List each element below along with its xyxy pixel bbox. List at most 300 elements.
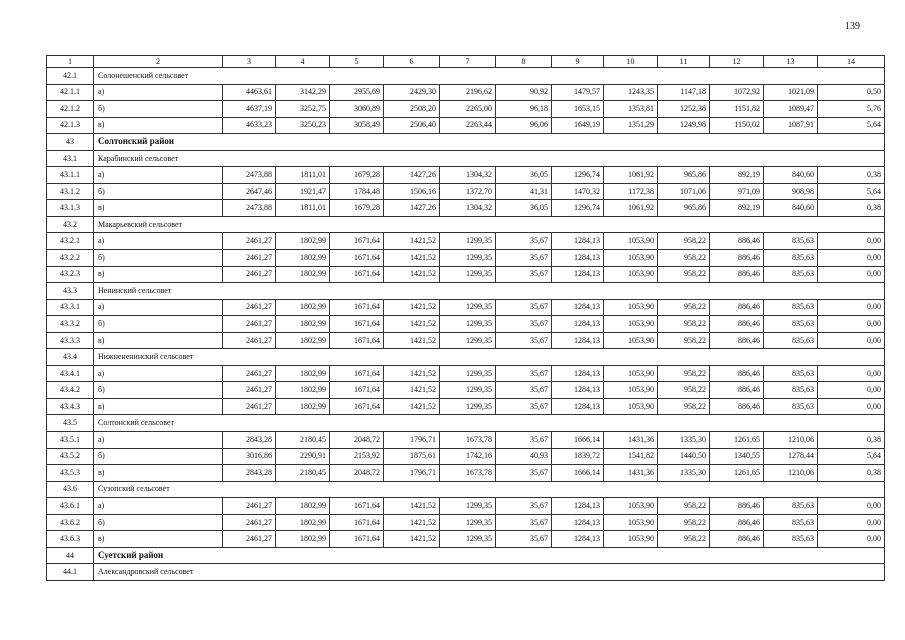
value-cell: 1802,99 — [276, 316, 330, 333]
value-cell: 1053,90 — [604, 299, 658, 316]
column-header: 3 — [223, 56, 276, 68]
row-label: б) — [94, 514, 223, 531]
settlement-row — [47, 415, 885, 432]
value-cell: 5,64 — [818, 448, 885, 465]
value-cell: 0,00 — [818, 514, 885, 531]
value-cell: 0,00 — [818, 299, 885, 316]
value-cell: 1671,64 — [330, 250, 384, 267]
value-cell: 1679,28 — [330, 200, 384, 217]
value-cell: 3250,23 — [276, 117, 330, 134]
value-cell: 1304,32 — [440, 167, 496, 184]
value-cell: 35,67 — [496, 432, 552, 449]
value-cell: 1353,81 — [604, 101, 658, 118]
value-cell: 3060,89 — [330, 101, 384, 118]
value-cell: 1742,16 — [440, 448, 496, 465]
row-label: б) — [94, 250, 223, 267]
row-code: 43.1.3 — [47, 200, 94, 217]
row-code: 42.1 — [47, 68, 94, 85]
value-cell: 886,46 — [710, 531, 764, 548]
column-header: 12 — [710, 56, 764, 68]
value-cell: 35,67 — [496, 365, 552, 382]
table-row — [47, 316, 885, 333]
row-code: 44 — [47, 547, 94, 564]
value-cell: 2473,88 — [223, 200, 276, 217]
value-cell: 35,67 — [496, 382, 552, 399]
value-cell: 35,67 — [496, 531, 552, 548]
value-cell: 2461,27 — [223, 531, 276, 548]
value-cell: 3058,49 — [330, 117, 384, 134]
value-cell: 1261,65 — [710, 432, 764, 449]
value-cell: 886,46 — [710, 332, 764, 349]
value-cell: 1671,64 — [330, 316, 384, 333]
settlement-name: Нижнененинский сельсовет — [94, 349, 885, 366]
value-cell: 1299,35 — [440, 498, 496, 515]
value-cell: 892,19 — [710, 200, 764, 217]
row-label: б) — [94, 183, 223, 200]
row-label: б) — [94, 382, 223, 399]
settlement-row — [47, 564, 885, 581]
value-cell: 886,46 — [710, 498, 764, 515]
value-cell: 2461,27 — [223, 398, 276, 415]
value-cell: 835,63 — [764, 250, 818, 267]
row-label: в) — [94, 531, 223, 548]
value-cell: 835,63 — [764, 266, 818, 283]
value-cell: 0,00 — [818, 250, 885, 267]
row-label: а) — [94, 167, 223, 184]
value-cell: 40,93 — [496, 448, 552, 465]
value-cell: 0,00 — [818, 498, 885, 515]
value-cell: 2461,27 — [223, 332, 276, 349]
table-row — [47, 299, 885, 316]
value-cell: 1802,99 — [276, 398, 330, 415]
value-cell: 840,60 — [764, 200, 818, 217]
value-cell: 1021,09 — [764, 84, 818, 101]
column-header: 2 — [94, 56, 223, 68]
value-cell: 1671,64 — [330, 514, 384, 531]
value-cell: 2153,92 — [330, 448, 384, 465]
table-row — [47, 84, 885, 101]
value-cell: 1921,47 — [276, 183, 330, 200]
value-cell: 1053,90 — [604, 233, 658, 250]
value-cell: 0,00 — [818, 316, 885, 333]
value-cell: 2461,27 — [223, 316, 276, 333]
value-cell: 1421,52 — [384, 299, 440, 316]
value-cell: 835,63 — [764, 498, 818, 515]
value-cell: 1541,82 — [604, 448, 658, 465]
value-cell: 1421,52 — [384, 365, 440, 382]
column-header: 10 — [604, 56, 658, 68]
value-cell: 1299,35 — [440, 266, 496, 283]
value-cell: 2048,72 — [330, 465, 384, 482]
value-cell: 1284,13 — [552, 299, 604, 316]
value-cell: 1784,48 — [330, 183, 384, 200]
value-cell: 1284,13 — [552, 316, 604, 333]
value-cell: 1811,01 — [276, 167, 330, 184]
district-name: Солтонский район — [94, 134, 885, 151]
table-row — [47, 531, 885, 548]
row-label: а) — [94, 299, 223, 316]
value-cell: 1421,52 — [384, 498, 440, 515]
table-row — [47, 398, 885, 415]
value-cell: 1431,36 — [604, 432, 658, 449]
value-cell: 1431,36 — [604, 465, 658, 482]
value-cell: 2180,45 — [276, 432, 330, 449]
row-code: 43.5.1 — [47, 432, 94, 449]
table-row — [47, 514, 885, 531]
value-cell: 1372,70 — [440, 183, 496, 200]
page-number: 139 — [845, 21, 860, 32]
value-cell: 96,18 — [496, 101, 552, 118]
settlement-row — [47, 150, 885, 167]
value-cell: 35,67 — [496, 250, 552, 267]
value-cell: 1249,98 — [658, 117, 710, 134]
tariff-table — [46, 55, 885, 581]
row-code: 42.1.2 — [47, 101, 94, 118]
district-name: Суетский район — [94, 547, 885, 564]
value-cell: 1802,99 — [276, 531, 330, 548]
column-header: 11 — [658, 56, 710, 68]
value-cell: 1299,35 — [440, 365, 496, 382]
column-header: 4 — [276, 56, 330, 68]
value-cell: 958,22 — [658, 250, 710, 267]
value-cell: 1671,64 — [330, 498, 384, 515]
row-label: в) — [94, 266, 223, 283]
table-row — [47, 498, 885, 515]
value-cell: 1299,35 — [440, 382, 496, 399]
value-cell: 3016,86 — [223, 448, 276, 465]
settlement-name: Солонешенский сельсовет — [94, 68, 885, 85]
value-cell: 1299,35 — [440, 332, 496, 349]
value-cell: 1284,13 — [552, 332, 604, 349]
value-cell: 958,22 — [658, 398, 710, 415]
value-cell: 1802,99 — [276, 250, 330, 267]
value-cell: 835,63 — [764, 365, 818, 382]
table-row — [47, 432, 885, 449]
value-cell: 1278,44 — [764, 448, 818, 465]
value-cell: 0,38 — [818, 167, 885, 184]
settlement-name: Макарьевский сельсовет — [94, 216, 885, 233]
value-cell: 0,00 — [818, 382, 885, 399]
row-label: в) — [94, 117, 223, 134]
value-cell: 1796,71 — [384, 432, 440, 449]
value-cell: 2461,27 — [223, 233, 276, 250]
value-cell: 1427,26 — [384, 167, 440, 184]
value-cell: 2506,40 — [384, 117, 440, 134]
value-cell: 1053,90 — [604, 316, 658, 333]
value-cell: 0,50 — [818, 84, 885, 101]
row-label: а) — [94, 432, 223, 449]
value-cell: 3142,29 — [276, 84, 330, 101]
value-cell: 1053,90 — [604, 266, 658, 283]
value-cell: 1089,47 — [764, 101, 818, 118]
value-cell: 1875,61 — [384, 448, 440, 465]
settlement-name: Солтонский сельсовет — [94, 415, 885, 432]
value-cell: 958,22 — [658, 332, 710, 349]
value-cell: 1299,35 — [440, 398, 496, 415]
value-cell: 1671,64 — [330, 299, 384, 316]
settlement-name: Александровский сельсовет — [94, 564, 885, 581]
value-cell: 1261,65 — [710, 465, 764, 482]
row-code: 43.3.2 — [47, 316, 94, 333]
column-header: 1 — [47, 56, 94, 68]
value-cell: 1299,35 — [440, 299, 496, 316]
value-cell: 0,38 — [818, 465, 885, 482]
value-cell: 1421,52 — [384, 514, 440, 531]
value-cell: 1299,35 — [440, 316, 496, 333]
value-cell: 2461,27 — [223, 498, 276, 515]
value-cell: 2429,30 — [384, 84, 440, 101]
value-cell: 1053,90 — [604, 398, 658, 415]
value-cell: 2196,62 — [440, 84, 496, 101]
value-cell: 1061,92 — [604, 167, 658, 184]
value-cell: 1421,52 — [384, 233, 440, 250]
value-cell: 4463,61 — [223, 84, 276, 101]
header-row — [47, 56, 885, 68]
value-cell: 0,00 — [818, 398, 885, 415]
value-cell: 908,98 — [764, 183, 818, 200]
row-label: в) — [94, 332, 223, 349]
value-cell: 1802,99 — [276, 299, 330, 316]
value-cell: 886,46 — [710, 365, 764, 382]
value-cell: 90,92 — [496, 84, 552, 101]
row-code: 43.5 — [47, 415, 94, 432]
value-cell: 958,22 — [658, 365, 710, 382]
value-cell: 1802,99 — [276, 266, 330, 283]
value-cell: 886,46 — [710, 316, 764, 333]
value-cell: 5,64 — [818, 117, 885, 134]
row-label: а) — [94, 498, 223, 515]
row-code: 43.2.2 — [47, 250, 94, 267]
value-cell: 1053,90 — [604, 250, 658, 267]
value-cell: 958,22 — [658, 531, 710, 548]
value-cell: 1299,35 — [440, 233, 496, 250]
value-cell: 35,67 — [496, 465, 552, 482]
value-cell: 958,22 — [658, 498, 710, 515]
row-label: а) — [94, 233, 223, 250]
value-cell: 1340,55 — [710, 448, 764, 465]
row-code: 43.1.1 — [47, 167, 94, 184]
value-cell: 1243,35 — [604, 84, 658, 101]
value-cell: 1421,52 — [384, 316, 440, 333]
value-cell: 958,22 — [658, 316, 710, 333]
value-cell: 1440,50 — [658, 448, 710, 465]
value-cell: 958,22 — [658, 382, 710, 399]
table-row — [47, 465, 885, 482]
value-cell: 1811,01 — [276, 200, 330, 217]
value-cell: 1071,06 — [658, 183, 710, 200]
value-cell: 2955,69 — [330, 84, 384, 101]
row-code: 42.1.1 — [47, 84, 94, 101]
table-row — [47, 365, 885, 382]
value-cell: 2843,28 — [223, 465, 276, 482]
row-code: 43.6.3 — [47, 531, 94, 548]
value-cell: 0,00 — [818, 365, 885, 382]
value-cell: 1210,06 — [764, 465, 818, 482]
value-cell: 2048,72 — [330, 432, 384, 449]
value-cell: 1421,52 — [384, 382, 440, 399]
value-cell: 1796,71 — [384, 465, 440, 482]
row-code: 43.4 — [47, 349, 94, 366]
value-cell: 1150,02 — [710, 117, 764, 134]
value-cell: 1284,13 — [552, 365, 604, 382]
table-body — [47, 56, 885, 581]
table-row — [47, 183, 885, 200]
row-code: 43.5.3 — [47, 465, 94, 482]
value-cell: 96,06 — [496, 117, 552, 134]
row-label: в) — [94, 465, 223, 482]
value-cell: 1671,64 — [330, 332, 384, 349]
row-code: 43.1.2 — [47, 183, 94, 200]
value-cell: 1421,52 — [384, 398, 440, 415]
value-cell: 4633,23 — [223, 117, 276, 134]
value-cell: 0,00 — [818, 332, 885, 349]
value-cell: 1299,35 — [440, 531, 496, 548]
column-header: 6 — [384, 56, 440, 68]
district-row — [47, 547, 885, 564]
table-row — [47, 266, 885, 283]
value-cell: 1284,13 — [552, 266, 604, 283]
column-header: 9 — [552, 56, 604, 68]
value-cell: 1296,74 — [552, 167, 604, 184]
row-label: б) — [94, 316, 223, 333]
value-cell: 0,00 — [818, 266, 885, 283]
value-cell: 1421,52 — [384, 250, 440, 267]
value-cell: 2461,27 — [223, 514, 276, 531]
value-cell: 1061,92 — [604, 200, 658, 217]
row-code: 43.4.2 — [47, 382, 94, 399]
value-cell: 35,67 — [496, 398, 552, 415]
value-cell: 41,31 — [496, 183, 552, 200]
value-cell: 4637,19 — [223, 101, 276, 118]
district-row — [47, 134, 885, 151]
value-cell: 965,86 — [658, 200, 710, 217]
value-cell: 1421,52 — [384, 266, 440, 283]
value-cell: 1671,64 — [330, 365, 384, 382]
value-cell: 2265,00 — [440, 101, 496, 118]
value-cell: 5,64 — [818, 183, 885, 200]
row-code: 43.2 — [47, 216, 94, 233]
value-cell: 1053,90 — [604, 332, 658, 349]
value-cell: 886,46 — [710, 514, 764, 531]
value-cell: 958,22 — [658, 233, 710, 250]
value-cell: 835,63 — [764, 514, 818, 531]
value-cell: 35,67 — [496, 233, 552, 250]
value-cell: 1802,99 — [276, 498, 330, 515]
settlement-row — [47, 68, 885, 85]
value-cell: 35,67 — [496, 316, 552, 333]
value-cell: 971,09 — [710, 183, 764, 200]
value-cell: 1421,52 — [384, 332, 440, 349]
settlement-name: Ненинский сельсовет — [94, 283, 885, 300]
value-cell: 2461,27 — [223, 382, 276, 399]
value-cell: 1304,32 — [440, 200, 496, 217]
value-cell: 5,76 — [818, 101, 885, 118]
value-cell: 1427,26 — [384, 200, 440, 217]
value-cell: 1679,28 — [330, 167, 384, 184]
value-cell: 886,46 — [710, 299, 764, 316]
value-cell: 2843,28 — [223, 432, 276, 449]
table-row — [47, 382, 885, 399]
value-cell: 0,00 — [818, 233, 885, 250]
value-cell: 36,05 — [496, 200, 552, 217]
settlement-name: Сузопский сельсовет — [94, 481, 885, 498]
value-cell: 1802,99 — [276, 382, 330, 399]
row-label: а) — [94, 365, 223, 382]
value-cell: 1802,99 — [276, 514, 330, 531]
value-cell: 1172,38 — [604, 183, 658, 200]
column-header: 8 — [496, 56, 552, 68]
value-cell: 835,63 — [764, 332, 818, 349]
settlement-row — [47, 216, 885, 233]
value-cell: 1666,14 — [552, 432, 604, 449]
value-cell: 1653,15 — [552, 101, 604, 118]
settlement-row — [47, 283, 885, 300]
value-cell: 2290,91 — [276, 448, 330, 465]
value-cell: 892,19 — [710, 167, 764, 184]
value-cell: 2461,27 — [223, 299, 276, 316]
value-cell: 1671,64 — [330, 531, 384, 548]
value-cell: 1284,13 — [552, 498, 604, 515]
row-code: 43.5.2 — [47, 448, 94, 465]
value-cell: 1087,91 — [764, 117, 818, 134]
value-cell: 1351,29 — [604, 117, 658, 134]
table-row — [47, 167, 885, 184]
row-code: 43.3.3 — [47, 332, 94, 349]
value-cell: 1053,90 — [604, 365, 658, 382]
value-cell: 835,63 — [764, 382, 818, 399]
value-cell: 2461,27 — [223, 250, 276, 267]
value-cell: 1506,16 — [384, 183, 440, 200]
value-cell: 0,00 — [818, 531, 885, 548]
value-cell: 886,46 — [710, 250, 764, 267]
table-row — [47, 101, 885, 118]
value-cell: 1673,78 — [440, 432, 496, 449]
value-cell: 1802,99 — [276, 233, 330, 250]
value-cell: 1299,35 — [440, 250, 496, 267]
table-row — [47, 448, 885, 465]
value-cell: 840,60 — [764, 167, 818, 184]
value-cell: 835,63 — [764, 316, 818, 333]
row-code: 43.3.1 — [47, 299, 94, 316]
value-cell: 1284,13 — [552, 233, 604, 250]
row-code: 43.4.1 — [47, 365, 94, 382]
value-cell: 958,22 — [658, 514, 710, 531]
value-cell: 2461,27 — [223, 266, 276, 283]
row-code: 44.1 — [47, 564, 94, 581]
value-cell: 1666,14 — [552, 465, 604, 482]
value-cell: 1053,90 — [604, 531, 658, 548]
value-cell: 1671,64 — [330, 382, 384, 399]
value-cell: 958,22 — [658, 299, 710, 316]
row-code: 43.2.1 — [47, 233, 94, 250]
value-cell: 1335,30 — [658, 432, 710, 449]
value-cell: 1673,78 — [440, 465, 496, 482]
value-cell: 835,63 — [764, 531, 818, 548]
value-cell: 958,22 — [658, 266, 710, 283]
settlement-row — [47, 349, 885, 366]
value-cell: 1802,99 — [276, 365, 330, 382]
value-cell: 2647,46 — [223, 183, 276, 200]
value-cell: 1470,32 — [552, 183, 604, 200]
value-cell: 1839,72 — [552, 448, 604, 465]
value-cell: 35,67 — [496, 266, 552, 283]
value-cell: 1252,38 — [658, 101, 710, 118]
settlement-row — [47, 481, 885, 498]
value-cell: 0,38 — [818, 432, 885, 449]
row-code: 43.1 — [47, 150, 94, 167]
value-cell: 0,38 — [818, 200, 885, 217]
value-cell: 1296,74 — [552, 200, 604, 217]
